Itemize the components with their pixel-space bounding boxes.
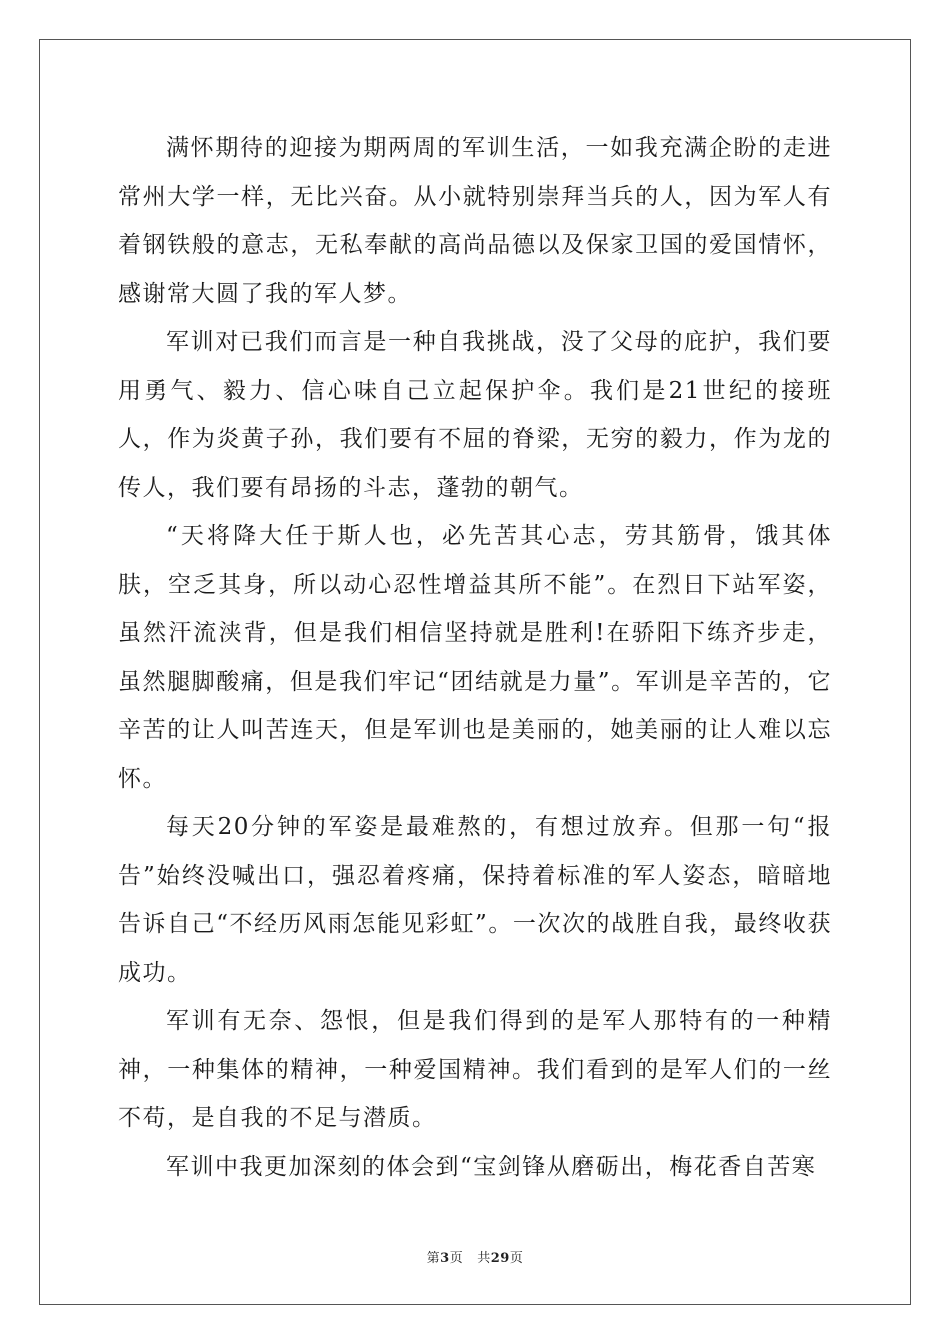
page-footer	[0, 1247, 950, 1266]
current-page-number: 3	[440, 1251, 450, 1266]
total-suffix: 页	[509, 1251, 524, 1266]
document-body	[118, 124, 832, 1191]
paragraph: 每天20分钟的军姿是最难熬的，有想过放弃。但那一句“报告”始终没喊出口，强忍着疼痛，保持着标准的军人姿态，暗暗地告诉自己“不经历风雨怎能见彩虹”。一次次的战胜自我，最终收获成功。	[118, 814, 832, 986]
page-suffix: 页	[449, 1251, 464, 1266]
paragraph: 军训中我更加深刻的体会到“宝剑锋从磨砺出，梅花香自苦寒	[166, 1153, 817, 1180]
page-prefix: 第	[426, 1251, 441, 1266]
paragraph: 军训有无奈、怨恨，但是我们得到的是军人那特有的一种精神，一种集体的精神，一种爱国精神。我们看到的是军人们的一丝不苟，是自我的不足与潜质。	[118, 1008, 832, 1131]
paragraph: “天将降大任于斯人也，必先苦其心志，劳其筋骨，饿其体肤，空乏其身，所以动心忍性增益其所不能”。在烈日下站军姿，虽然汗流浃背，但是我们相信坚持就是胜利!在骄阳下练齐步走，虽然腿脚酸痛，但是我们牢记“团结就是力量”。军训是辛苦的，它辛苦的让人叫苦连天，但是军训也是美丽的，她美丽的让人难以忘怀。	[118, 523, 832, 792]
paragraph: 满怀期待的迎接为期两周的军训生活，一如我充满企盼的走进常州大学一样，无比兴奋。从小就特别崇拜当兵的人，因为军人有着钢铁般的意志，无私奉献的高尚品德以及保家卫国的爱国情怀，感谢常大圆了我的军人梦。	[118, 135, 832, 307]
total-page-count: 29	[490, 1251, 510, 1266]
total-prefix: 共	[477, 1251, 491, 1266]
paragraph: 军训对已我们而言是一种自我挑战，没了父母的庇护，我们要用勇气、毅力、信心味自己立起保护伞。我们是21世纪的接班人，作为炎黄子孙，我们要有不屈的脊梁，无穷的毅力，作为龙的传人，我们要有昂扬的斗志，蓬勃的朝气。	[118, 329, 832, 501]
